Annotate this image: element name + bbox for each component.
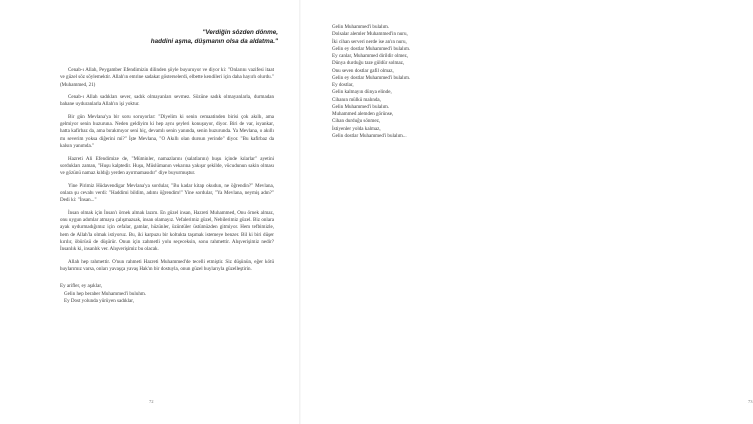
page-number: 72 [149, 399, 154, 404]
poem-line: Cihan durduğu sönmez, [332, 118, 381, 125]
page-number: 73 [748, 399, 753, 404]
pull-quote-line: "Verdiğin sözden dönme, [202, 29, 278, 36]
poem-line: Gelin Muhammed'i bulalım. [332, 24, 390, 30]
poem-line: Muhammed alemden görünse, [332, 111, 394, 117]
poem-line: Gelin kalmayın dünya elinde, [332, 89, 392, 96]
poem-line: Ey dostlar, [332, 82, 354, 88]
poem-line: Cihanın mülkü malında, [332, 96, 381, 103]
poem-line: Gelin ey dostlar Muhammed'i bulalım. [332, 45, 411, 52]
poem-line: Ey canlar, Muhammed dirildir olmez, [332, 53, 409, 59]
poem-line: Gelin ey dostlar Muhammed'i bulalım. [332, 74, 411, 81]
pull-quote-line: haddini aşma, düşmanın olsa da aldatma." [150, 38, 278, 45]
poem-line: Dünya durduğu taze güldür solmaz, [332, 60, 405, 67]
paragraph: Yine Pirimiz Hüdavendigar Mevlana'ya sordular, "Bu kadar kitap okudun, ne öğrendin?" Mevlana, onlara şu cevabı verdi: "Haddimi bildim, adımı öğrendim!" Yine sordular, "Ya Mevlana, neymiş adın?" Dedi ki: "İnsan..." [60, 182, 274, 204]
verse-line: Ey arifler, ey aşıklar, [60, 283, 103, 290]
paragraph: Cenab-ı Allah, Peygamber Efendimizin dilinden şöyle buyuruyor ve diyor ki: "Onlarını vazifesi itaat ve güzel söz söylemektir. Allah'ın emrine sadakat gösterselerdi, elbette kendileri için daha hayırlı olurdu." (Muhammed, 21) [60, 67, 274, 88]
verse-block [60, 283, 274, 305]
pull-quote [100, 28, 278, 46]
paragraph: Allah hep rahmettir. O'nun rahmeti Hazreti Muhammed'de tecelli etmiştir. Siz düşünün, eğer kötü huylarımız varsa, onları yavaşça yavaş Hak'ın bir dostuyla, onun güzel huylarıyla güzelleştirin. [60, 258, 274, 272]
paragraph: Hazreti Ali Efendimize de, "Müminler, namazlarını (salatlarını) huşu içinde kılarlar" ayetini sordukları zaman, "Huşu kalptedir. Huşu, Müslümanın vekarına yakışır şekilde, vücudunun sakin olması ve gözünü namaz kıldığı yerden ayırmamasıdır" diye buyurmuştur. [60, 155, 274, 177]
paragraph: İnsan olmak için İnsan'ı örnek almak lazım. En güzel insan, Hazreti Muhammed, Onu örnek almaz, onu uygun adımlar atmaya çalışmazsak, insan olamayız. Vefalerimiz güzel, Nebilerimiz güzel. Biz onlara ayak uydurmadığımız için cefalar, gamlar, hüzünler, üzüntüler üstümüzden gitmiyor. Hem tefbimizle, hem de Allah'la olmak istiyoruz. Bu, iki karpuzu bir koltukta taşımak istemeye benzer. Bil ki biri düşer kırılır, öbürüsü de düşürür. Onun için zahmetli yolu seçeceksin, sonu rahmettir. Alışverişimiz nedir? İnsanlık ki, insanlık ver. Alışverişimiz bu olacak. [60, 209, 274, 253]
poem-line: İstiyenler yolda kalmaz, [332, 125, 381, 132]
verse-line: Gelin hep beraber Muhammed'i buluhm. [64, 290, 147, 297]
poem-line: Onu seven dostlar gafil olmaz, [332, 67, 394, 74]
poem [332, 24, 532, 140]
poem-line: İki cihan serveri nerde ise an'ın nuru, [332, 38, 407, 45]
poem-line: Gelin Muhammed'i bulalım. [332, 103, 390, 110]
poem-line: Dolsalar alemler Muhammed'in nuru, [332, 31, 408, 38]
poem-line: Gelin dostlar Muhammed'i bulalım... [332, 132, 407, 139]
verse-line: Ey Dost yolunda yürüyen sadıklar, [64, 297, 135, 304]
paragraph: Cenab-ı Allah sadıkları sever, sadık olmayanları sevmez. Sözüne sadık olmayanlarla, durmadan bahane uyduranlarla Allah'ın işi yoktur. [60, 94, 274, 108]
body-text [60, 67, 274, 305]
paragraph: Bir gün Mevlana'ya bir soru soruyorlar: "Diyelim ki senin cemaatinden birisi çok akıllı, ama gelmiyor senin huzuruna. Neden geldiyim ki hep aynı şeyleri konuşuyor, diyor. Biri de var, isyankar, hatta kafirbaz da, ama bırakmıyor seni hiç, devamlı senin yanında, senin huzurunda. Ya Mevlana, o akıllı mı severim yoksa diğerini mi?" İşte Mevlana, "O Akıllı olan dursun yerinde" diyor. "Bu kafirbaz da kalsın yanımda." [60, 113, 274, 150]
left-page [0, 0, 300, 424]
